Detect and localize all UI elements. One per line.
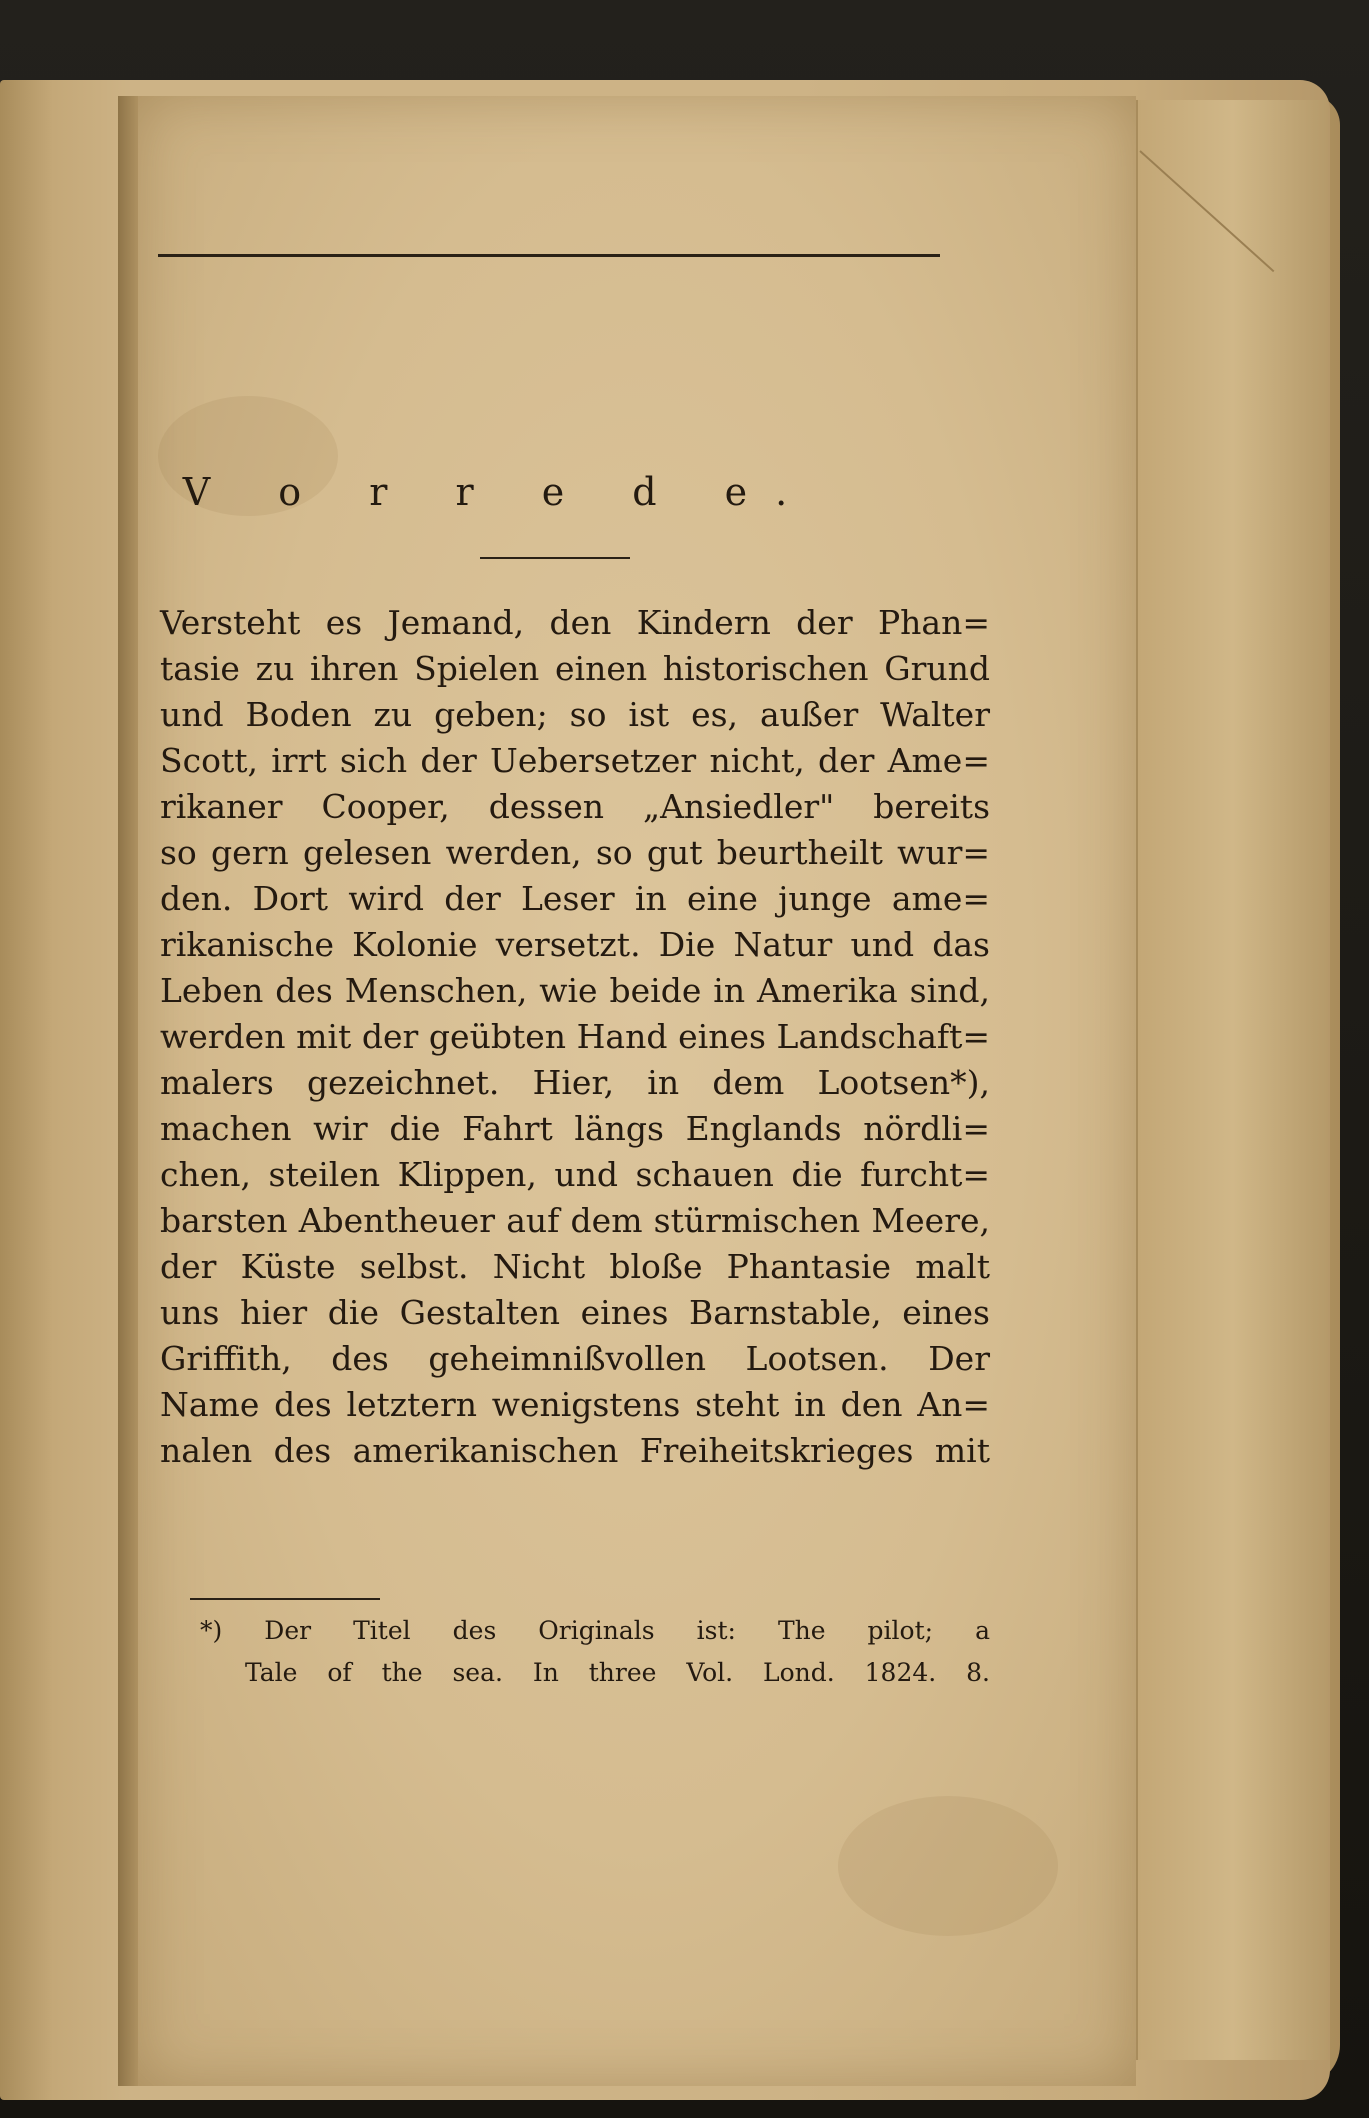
folded-corner: [1136, 100, 1328, 2060]
text-line: nalen des amerikanischen Freiheitskrieges mit: [160, 1431, 990, 1470]
paper-stain: [838, 1796, 1058, 1936]
footnote-line: Tale of the sea. In three Vol. Lond. 1824. 8.: [245, 1658, 990, 1687]
text-line: Name des letztern wenigstens steht in den An=: [160, 1385, 990, 1424]
heading-rule: [480, 557, 630, 559]
text-line: der Küste selbst. Nicht bloße Phantasie malt: [160, 1247, 990, 1286]
text-line: chen, steilen Klippen, und schauen die furcht=: [160, 1155, 990, 1194]
text-line: Scott, irrt sich der Uebersetzer nicht, der Ame=: [160, 741, 990, 780]
text-line: uns hier die Gestalten eines Barnstable, eines: [160, 1293, 990, 1332]
body-text: [160, 600, 990, 1474]
footnote-rule: [190, 1598, 380, 1600]
top-rule: [158, 254, 940, 257]
text-line: malers gezeichnet. Hier, in dem Lootsen*),: [160, 1063, 990, 1102]
text-line: rikaner Cooper, dessen „Ansiedler" bereits: [160, 787, 990, 826]
page-heading: V o r r e d e.: [182, 470, 816, 514]
text-line: so gern gelesen werden, so gut beurtheilt wur=: [160, 833, 990, 872]
footnote: [200, 1610, 990, 1694]
text-line: und Boden zu geben; so ist es, außer Walter: [160, 695, 990, 734]
text-line: den. Dort wird der Leser in eine junge ame=: [160, 879, 990, 918]
text-line: barsten Abentheuer auf dem stürmischen Meere,: [160, 1201, 990, 1240]
text-line: Leben des Menschen, wie beide in Amerika sind,: [160, 971, 990, 1010]
text-line: machen wir die Fahrt längs Englands nördli=: [160, 1109, 990, 1148]
text-line: Versteht es Jemand, den Kindern der Phan=: [160, 603, 990, 642]
text-line: rikanische Kolonie versetzt. Die Natur und das: [160, 925, 990, 964]
text-line: werden mit der geübten Hand eines Landschaft=: [160, 1017, 990, 1056]
text-line: Griffith, des geheimnißvollen Lootsen. Der: [160, 1339, 990, 1378]
text-line: tasie zu ihren Spielen einen historischen Grund: [160, 649, 990, 688]
footnote-line: *) Der Titel des Originals ist: The pilot; a: [200, 1616, 990, 1645]
